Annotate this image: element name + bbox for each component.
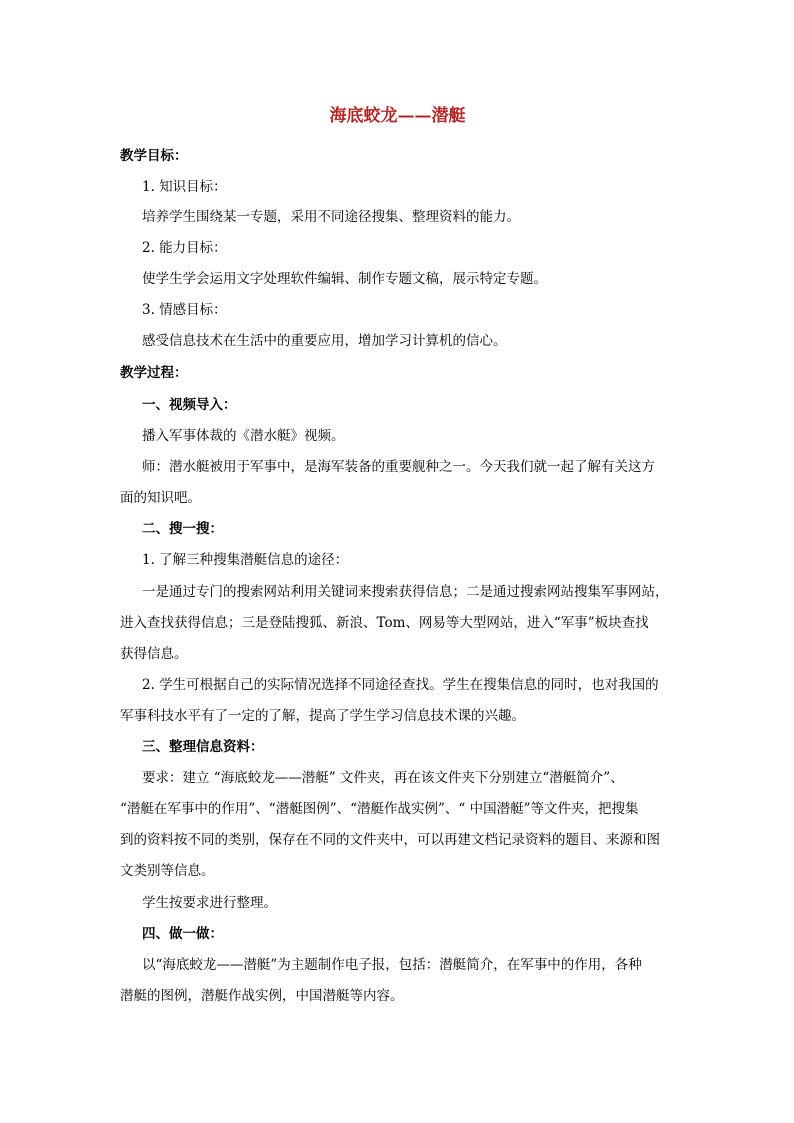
paragraph-line: 1. 了解三种搜集潜艇信息的途径：	[142, 552, 349, 568]
goal-knowledge-label: 1. 知识目标：	[142, 179, 227, 195]
paragraph-line: 进入查找获得信息；三是登陆搜狐、新浪、Tom、网易等大型网站，进入“军事”板块查找	[120, 615, 649, 631]
paragraph-line: 播入军事体裁的《潜水艇》视频。	[142, 428, 345, 444]
goal-knowledge-text: 培养学生围绕某一专题，采用不同途径搜集、整理资料的能力。	[142, 209, 520, 225]
goal-ability-text: 使学生学会运用文字处理软件编辑、制作专题文稿，展示特定专题。	[142, 271, 547, 287]
goal-emotion-text: 感受信息技术在生活中的重要应用，增加学习计算机的信心。	[142, 333, 507, 349]
section-video-intro: 一、视频导入：	[142, 397, 237, 413]
goal-emotion-label: 3. 情感目标：	[142, 302, 227, 318]
paragraph-line: 师：潜水艇被用于军事中，是海军装备的重要舰种之一。今天我们就一起了解有关这方	[142, 459, 655, 475]
section-search: 二、搜一搜：	[142, 521, 223, 537]
paragraph-line: 学生按要求进行整理。	[142, 895, 277, 911]
paragraph-line: 文类别等信息。	[120, 863, 215, 879]
paragraph-line: 要求：建立 “海底蛟龙——潜艇” 文件夹，再在该文件夹下分别建立“潜艇简介”、	[142, 770, 624, 786]
paragraph-line: 一是通过专门的搜索网站利用关键词来搜索获得信息；二是通过搜索网站搜集军事网站，	[142, 584, 669, 600]
section-do-it: 四、做一做：	[142, 926, 223, 942]
paragraph-line: 以“海底蛟龙——潜艇”为主题制作电子报，包括：潜艇简介，在军事中的作用，各种	[142, 957, 642, 973]
section-organize-info: 三、整理信息资料：	[142, 739, 264, 755]
paragraph-line: 2. 学生可根据自己的实际情况选择不同途径查找。学生在搜集信息的同时，也对我国的	[142, 677, 659, 693]
paragraph-line: “潜艇在军事中的作用”、“潜艇图例”、“潜艇作战实例”、“ 中国潜艇”等文件夹，把搜集	[120, 801, 639, 817]
document-title: 海底蛟龙——潜艇	[329, 106, 466, 126]
heading-teaching-process: 教学过程：	[120, 365, 188, 381]
paragraph-line: 面的知识吧。	[120, 490, 201, 506]
paragraph-line: 军事科技水平有了一定的了解，提高了学生学习信息技术课的兴趣。	[120, 708, 525, 724]
goal-ability-label: 2. 能力目标：	[142, 240, 227, 256]
paragraph-line: 获得信息。	[120, 646, 188, 662]
paragraph-line: 潜艇的图例，潜艇作战实例，中国潜艇等内容。	[120, 988, 404, 1004]
paragraph-line: 到的资料按不同的类别，保存在不同的文件夹中，可以再建文档记录资料的题目、来源和图	[120, 832, 660, 848]
heading-teaching-goals: 教学目标：	[120, 148, 188, 164]
